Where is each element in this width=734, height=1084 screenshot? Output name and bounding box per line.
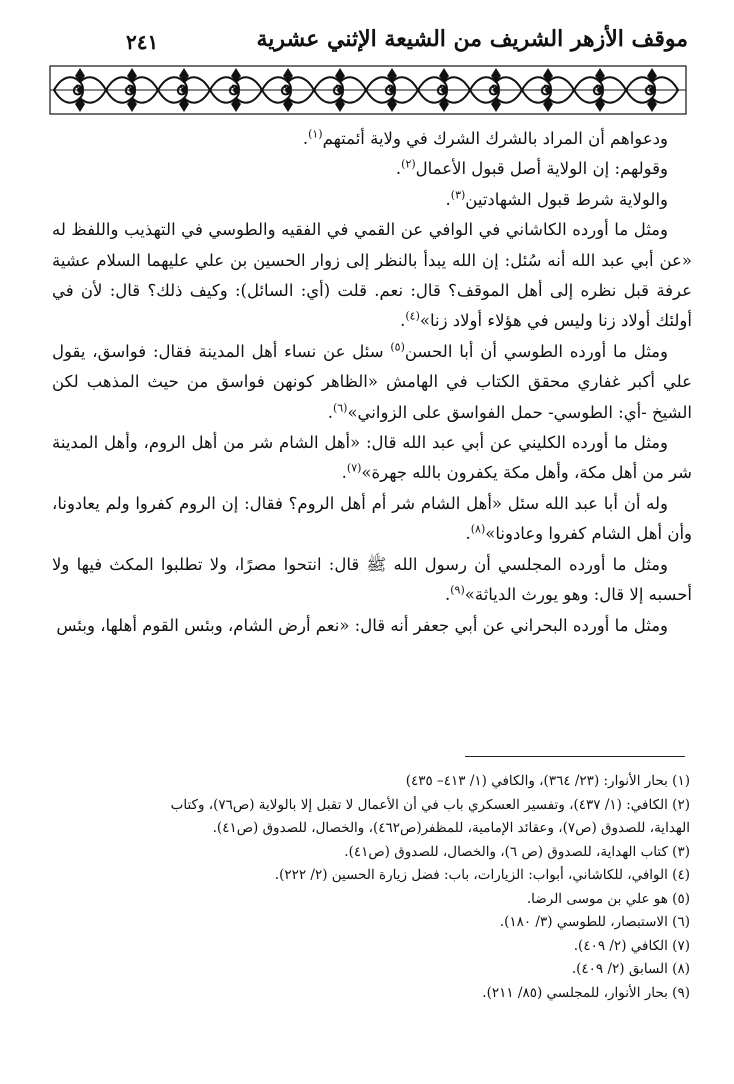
paragraph: ومثل ما أورده الطوسي أن أبا الحسن$^{(٥)}$ سئل عن نساء أهل المدينة فقال: فواسق، يقول علي أكبر غفاري محقق الكتاب في الهامش «الظاهر كونهن فواسق من حيث المذهب لكن الشيخ -أي: الطوسي- حمل الفواسق على الزواني»$^{(٦)}$. <box>52 340 692 422</box>
text-line: ومثل ما أورده الكليني عن أبي عبد الله قال: «أهل الشام شر من أهل الروم، وأهل <box>104 433 668 453</box>
text-line: سئل عن نساء أهل المدينة فقال: فواسق، يقول <box>52 341 384 361</box>
text-line: ومثل ما أورده الكاشاني في الوافي عن القمي في الفقيه والطوسي في التهذيب واللفظ له <box>52 220 668 240</box>
footnote-continuation: الهداية، للصدوق (ص٧)، وعقائد الإمامية، للمظفر(ص٤٦٢)، والخصال، للصدوق (ص٤١). <box>212 820 690 836</box>
paragraph: ومثل ما أورده الكليني عن أبي عبد الله قال: «أهل الشام شر من أهل الروم، وأهل المدينة شر من أهل مكة، وأهل مكة يكفرون بالله جهرة»$^{(٧)}$. <box>52 433 692 483</box>
running-title: موقف الأزهر الشريف من الشيعة الإثني عشرية <box>256 26 688 52</box>
paragraph: ودعواهم أن المراد بالشرك الشرك في ولاية أئمتهم$^{(١)}$. <box>302 127 668 148</box>
text-line: يعادونا، وأن أهل الشام كفروا وعادونا» <box>52 493 692 544</box>
text-line: ولا أحسبه إلا قال: وهو يورث الدياثة» <box>52 554 692 605</box>
paragraph: ومثل ما أورده الكاشاني في الوافي عن القمي في الفقيه والطوسي في التهذيب واللفظ له «عن أبي عبد الله أنه سُئل: إن الله يبدأ بالنظر إلى زوار الحسين بن علي عليهما السلام عشية عرفة قبل نظره إلى أهل الموقف؟ قال: نعم. قلت (أي: السائل): وكيف ذلك؟ قال: لأن في أولئك أولاد زنا وليس في هؤلاء أولاد زنا»$^{(٤)}$. <box>52 220 692 331</box>
footnote-marker: (٧) <box>346 461 362 475</box>
footnote: (٥) هو علي بن موسى الرضا. <box>526 890 690 907</box>
text-line: والولاية شرط قبول الشهادتين <box>465 189 668 209</box>
text-line: المدينة شر من أهل مكة، وأهل مكة يكفرون بالله جهرة» <box>52 433 692 483</box>
footnote: (٦) الاستبصار، للطوسي (٣/ ١٨٠). <box>499 914 690 930</box>
text-line: وله أن أبا عبد الله سئل «أهل الشام شر أم أهل الروم؟ فقال: إن الروم كفروا ولم <box>105 493 669 513</box>
text-line: ومثل ما أورده المجلسي أن رسول الله ﷺ قال: انتحوا مصرًا، ولا تطلبوا المكث فيها <box>76 554 668 574</box>
text-line: وقولهم: إن الولاية أصل قبول الأعمال <box>415 159 668 179</box>
footnote: (٣) كتاب الهداية، للصدوق (ص ٦)، والخصال، للصدوق (ص٤١). <box>344 843 690 860</box>
main-text <box>52 124 692 641</box>
text-line: ومثل ما أورده الطوسي أن أبا الحسن <box>404 341 668 361</box>
footnote: (٨) السابق (٢/ ٤٠٩). <box>571 961 690 977</box>
paragraph: وله أن أبا عبد الله سئل «أهل الشام شر أم أهل الروم؟ فقال: إن الروم كفروا ولم يعادونا، وأن أهل الشام كفروا وعادونا»$^{(٨)}$. <box>52 493 692 544</box>
footnote: (٢) الكافي: (١/ ٤٣٧)، وتفسير العسكري باب في أن الأعمال لا تقبل إلا بالولاية (ص٧٦)، وكتاب <box>170 796 690 813</box>
ornament-band <box>48 62 688 118</box>
paragraph: والولاية شرط قبول الشهادتين$^{(٣)}$. <box>445 188 668 209</box>
text-line: ومثل ما أورده البحراني عن أبي جعفر أنه قال: «نعم أرض الشام، وبئس القوم أهلها، وبئس <box>56 615 668 635</box>
footnote: (٩) بحار الأنوار، للمجلسي (٨٥/ ٢١١). <box>482 984 690 1001</box>
paragraph <box>52 611 692 641</box>
footnote-marker: (٨) <box>470 522 486 536</box>
footnote-marker: (١) <box>308 127 323 141</box>
text-line: «عن أبي عبد الله أنه سُئل: إن الله يبدأ بالنظر إلى زوار الحسين بن علي عليهما السلام عشية <box>52 250 692 270</box>
footnote-marker: (٦) <box>332 401 348 415</box>
text-line: علي أكبر غفاري محقق الكتاب في الهامش «الظاهر كونهن فواسق من حيث المذهب لكن <box>52 372 692 392</box>
text-line: أولئك أولاد زنا وليس في هؤلاء أولاد زنا» <box>419 311 692 331</box>
footnotes <box>40 770 690 1005</box>
paragraph: وقولهم: إن الولاية أصل قبول الأعمال$^{(٢)}$. <box>395 157 668 179</box>
text-line: الشيخ -أي: الطوسي- حمل الفواسق على الزواني» <box>347 402 692 422</box>
text-line: عرفة قبل نظره إلى أهل الموقف؟ قال: نعم. قلت (أي: السائل): وكيف ذلك؟ قال: لأن في <box>52 281 692 301</box>
page-number: ٢٤١ <box>126 30 159 54</box>
footnote-marker: (٣) <box>450 188 466 202</box>
text-line: ودعواهم أن المراد بالشرك الشرك في ولاية أئمتهم <box>322 129 668 148</box>
paragraph: ومثل ما أورده المجلسي أن رسول الله ﷺ قال: انتحوا مصرًا، ولا تطلبوا المكث فيها ولا أحسبه إلا قال: وهو يورث الدياثة»$^{(٩)}$. <box>52 554 692 605</box>
footnote-marker: (٥) <box>390 340 405 354</box>
footnote: (١) بحار الأنوار: (٢٣/ ٣٦٤)، والكافي (١/ ٤١٣– ٤٣٥) <box>405 773 690 789</box>
page-header <box>48 22 688 114</box>
footnote-marker: (٩) <box>450 583 465 597</box>
footnote-marker: (٢) <box>401 157 416 171</box>
footnote: (٧) الكافي (٢/ ٤٠٩). <box>573 937 690 954</box>
footnote: (٤) الوافي، للكاشاني، أبواب: الزيارات، باب: فضل زيارة الحسين (٢/ ٢٢٢). <box>274 867 690 883</box>
footnote-marker: (٤) <box>405 309 420 323</box>
footnote-divider <box>465 756 685 757</box>
